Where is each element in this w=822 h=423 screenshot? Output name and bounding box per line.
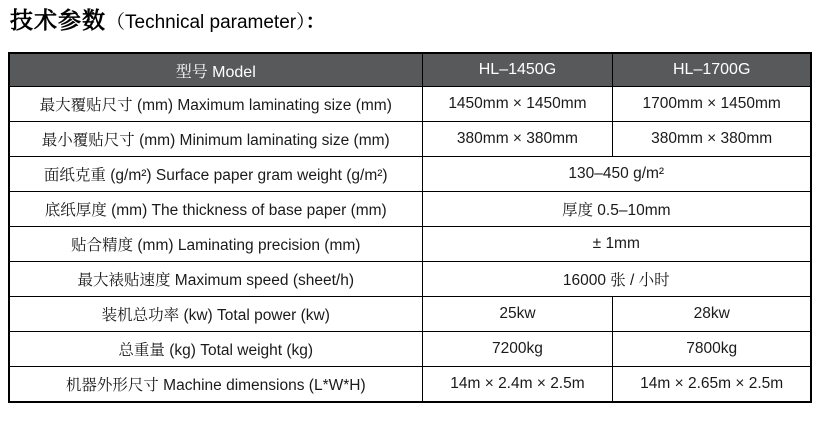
table-row-base-paper-thickness (9, 192, 811, 227)
table-row-laminating-precision (9, 227, 811, 262)
value-hl1450g: 1450mm × 1450mm (422, 87, 613, 122)
row-label: 面纸克重 (g/m²) Surface paper gram weight (g/m²) (9, 157, 422, 192)
row-label: 最大覆贴尺寸 (mm) Maximum laminating size (mm) (9, 87, 422, 122)
row-label: 装机总功率 (kw) Total power (kw) (9, 297, 422, 332)
value-hl1700g: 14m × 2.65m × 2.5m (613, 367, 811, 403)
table-row-total-power (9, 297, 811, 332)
table-header-row (9, 53, 811, 87)
spec-table (8, 52, 812, 403)
table-row-total-weight (9, 332, 811, 367)
value-both-models: 16000 张 / 小时 (422, 262, 811, 297)
title-chinese: 技术参数 (10, 7, 106, 33)
value-hl1450g: 380mm × 380mm (422, 122, 613, 157)
table-row-maximum-speed (9, 262, 811, 297)
value-both-models: ± 1mm (422, 227, 811, 262)
value-hl1700g: 1700mm × 1450mm (613, 87, 811, 122)
header-model-hl1450g: HL–1450G (422, 53, 613, 87)
value-both-models: 130–450 g/m² (422, 157, 811, 192)
table-row-machine-dimensions (9, 367, 811, 403)
value-hl1450g: 14m × 2.4m × 2.5m (422, 367, 613, 403)
row-label: 贴合精度 (mm) Laminating precision (mm) (9, 227, 422, 262)
table-row-surface-paper-weight (9, 157, 811, 192)
row-label: 底纸厚度 (mm) The thickness of base paper (mm) (9, 192, 422, 227)
table-row-min-laminating-size (9, 122, 811, 157)
title-colon: ： (305, 11, 326, 33)
page-title (0, 0, 822, 38)
title-english: Technical parameter (125, 12, 297, 33)
row-label: 最小覆贴尺寸 (mm) Minimum laminating size (mm) (9, 122, 422, 157)
value-hl1700g: 7800kg (613, 332, 811, 367)
value-hl1450g: 25kw (422, 297, 613, 332)
title-close-paren: ） (296, 12, 306, 33)
value-hl1700g: 380mm × 380mm (613, 122, 811, 157)
row-label: 最大裱贴速度 Maximum speed (sheet/h) (9, 262, 422, 297)
table-row-max-laminating-size (9, 87, 811, 122)
row-label: 总重量 (kg) Total weight (kg) (9, 332, 422, 367)
row-label: 机器外形尺寸 Machine dimensions (L*W*H) (9, 367, 422, 403)
title-open-paren: （ (106, 12, 126, 33)
header-model-hl1700g: HL–1700G (613, 53, 811, 87)
value-hl1700g: 28kw (613, 297, 811, 332)
value-hl1450g: 7200kg (422, 332, 613, 367)
value-both-models: 厚度 0.5–10mm (422, 192, 811, 227)
header-model-label: 型号 Model (9, 53, 422, 87)
